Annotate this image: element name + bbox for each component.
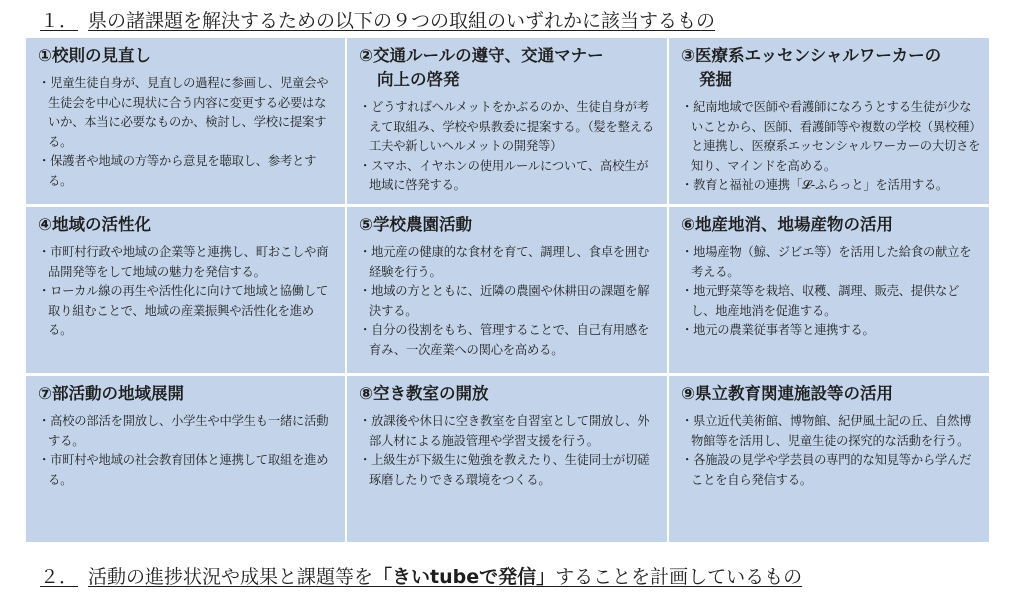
initiative-bullets bbox=[359, 98, 659, 196]
bullet-item: ・ 上級生が下級生に勉強を教えたり、生徒同士が切磋琢磨したりできる環境をつくる。 bbox=[359, 451, 659, 490]
section-2-text-before: 活動の進捗状況や成果と課題等を bbox=[88, 566, 374, 588]
bullet-item: ・ 地元産の健康的な食材を育て、調理し、食卓を囲む経験を行う。 bbox=[359, 243, 659, 282]
bullet-item: ・ 市町村行政や地域の企業等と連携し、町おこしや商品開発等をして地域の魅力を発信する。 bbox=[38, 243, 337, 282]
initiative-card bbox=[347, 38, 667, 204]
initiative-card bbox=[347, 207, 667, 373]
bullet-item: ・ スマホ、イヤホンの使用ルールについて、高校生が地域に啓発する。 bbox=[359, 157, 659, 196]
bullet-item: ・ 教育と福祉の連携「𝓛-ふらっと」を活用する。 bbox=[681, 176, 981, 196]
initiative-bullets bbox=[359, 243, 659, 360]
section-1-title: 県の諸課題を解決するための以下の９つの取組のいずれかに該当するもの bbox=[88, 10, 716, 32]
section-1-number: １． bbox=[40, 10, 79, 32]
initiative-title: ④地域の活性化 bbox=[38, 215, 151, 234]
bullet-item: ・ 各施設の見学や学芸員の専門的な知見等から学んだことを自ら発信する。 bbox=[681, 451, 981, 490]
initiative-card bbox=[669, 376, 989, 542]
initiative-bullets bbox=[359, 412, 659, 490]
bullet-item: ・ 児童生徒自身が、見直しの過程に参画し、児童会や生徒会を中心に現状に合う内容に変更する必要はないか、本当に必要なものか、検討し、学校に提案する。 bbox=[38, 74, 337, 152]
bullet-item: ・ 地元の農業従事者等と連携する。 bbox=[681, 321, 981, 341]
initiative-title: ②交通ルールの遵守、交通マナー 向上の啓発 bbox=[359, 46, 604, 89]
bullet-item: ・ 紀南地域で医師や看護師になろうとする生徒が少ないことから、医師、看護師等や複数の学校（異校種）と連携し、医療系エッセンシャルワーカーの大切さを知り、マインドを高める。 bbox=[681, 98, 981, 176]
section-2-heading bbox=[40, 562, 802, 589]
initiative-card bbox=[26, 207, 345, 373]
section-1-heading bbox=[40, 6, 715, 33]
bullet-item: ・ ローカル線の再生や活性化に向けて地域と協働して取り組むことで、地域の産業振興や活性化を進める。 bbox=[38, 282, 337, 341]
bullet-item: ・ 自分の役割をもち、管理することで、自己有用感を育み、一次産業への関心を高める。 bbox=[359, 321, 659, 360]
bullet-item: ・ 放課後や休日に空き教室を自習室として開放し、外部人材による施設管理や学習支援を行う。 bbox=[359, 412, 659, 451]
initiative-bullets bbox=[38, 74, 337, 191]
section-2-text-after: することを計画しているもの bbox=[555, 566, 803, 588]
initiative-bullets bbox=[38, 243, 337, 341]
bullet-item: ・ 市町村や地域の社会教育団体と連携して取組を進める。 bbox=[38, 451, 337, 490]
initiatives-grid bbox=[26, 38, 988, 542]
initiative-title: ⑥地産地消、地場産物の活用 bbox=[681, 215, 893, 234]
section-2-highlight: 「きいtubeで発信」 bbox=[373, 566, 556, 588]
bullet-item: ・ 県立近代美術館、博物館、紀伊風土記の丘、自然博物館等を活用し、児童生徒の探究的な活動を行う。 bbox=[681, 412, 981, 451]
bullet-item: ・ 地元野菜等を栽培、収穫、調理、販売、提供などし、地産地消を促進する。 bbox=[681, 282, 981, 321]
initiative-bullets bbox=[681, 98, 981, 196]
initiative-title: ③医療系エッセンシャルワーカーの 発掘 bbox=[681, 46, 942, 89]
initiative-bullets bbox=[681, 243, 981, 341]
initiative-card bbox=[669, 38, 989, 204]
initiative-title: ⑤学校農園活動 bbox=[359, 215, 472, 234]
bullet-item: ・ 地場産物（鯨、ジビエ等）を活用した給食の献立を考える。 bbox=[681, 243, 981, 282]
initiative-card bbox=[26, 376, 345, 542]
initiative-title: ⑧空き教室の開放 bbox=[359, 384, 489, 403]
initiative-title: ①校則の見直し bbox=[38, 46, 151, 65]
initiative-title: ⑦部活動の地域展開 bbox=[38, 384, 184, 403]
bullet-item: ・ 保護者や地域の方等から意見を聴取し、参考とする。 bbox=[38, 152, 337, 191]
bullet-item: ・ 地域の方とともに、近隣の農園や休耕田の課題を解決する。 bbox=[359, 282, 659, 321]
initiative-card bbox=[347, 376, 667, 542]
initiative-title: ⑨県立教育関連施設等の活用 bbox=[681, 384, 893, 403]
initiative-card bbox=[669, 207, 989, 373]
bullet-item: ・ 高校の部活を開放し、小学生や中学生も一緒に活動する。 bbox=[38, 412, 337, 451]
initiative-bullets bbox=[681, 412, 981, 490]
bullet-item: ・ どうすればヘルメットをかぶるのか、生徒自身が考えて取組み、学校や県教委に提案する。（髪を整える工夫や新しいヘルメットの開発等） bbox=[359, 98, 659, 157]
section-2-number: ２． bbox=[40, 566, 79, 588]
initiative-bullets bbox=[38, 412, 337, 490]
initiative-card bbox=[26, 38, 345, 204]
